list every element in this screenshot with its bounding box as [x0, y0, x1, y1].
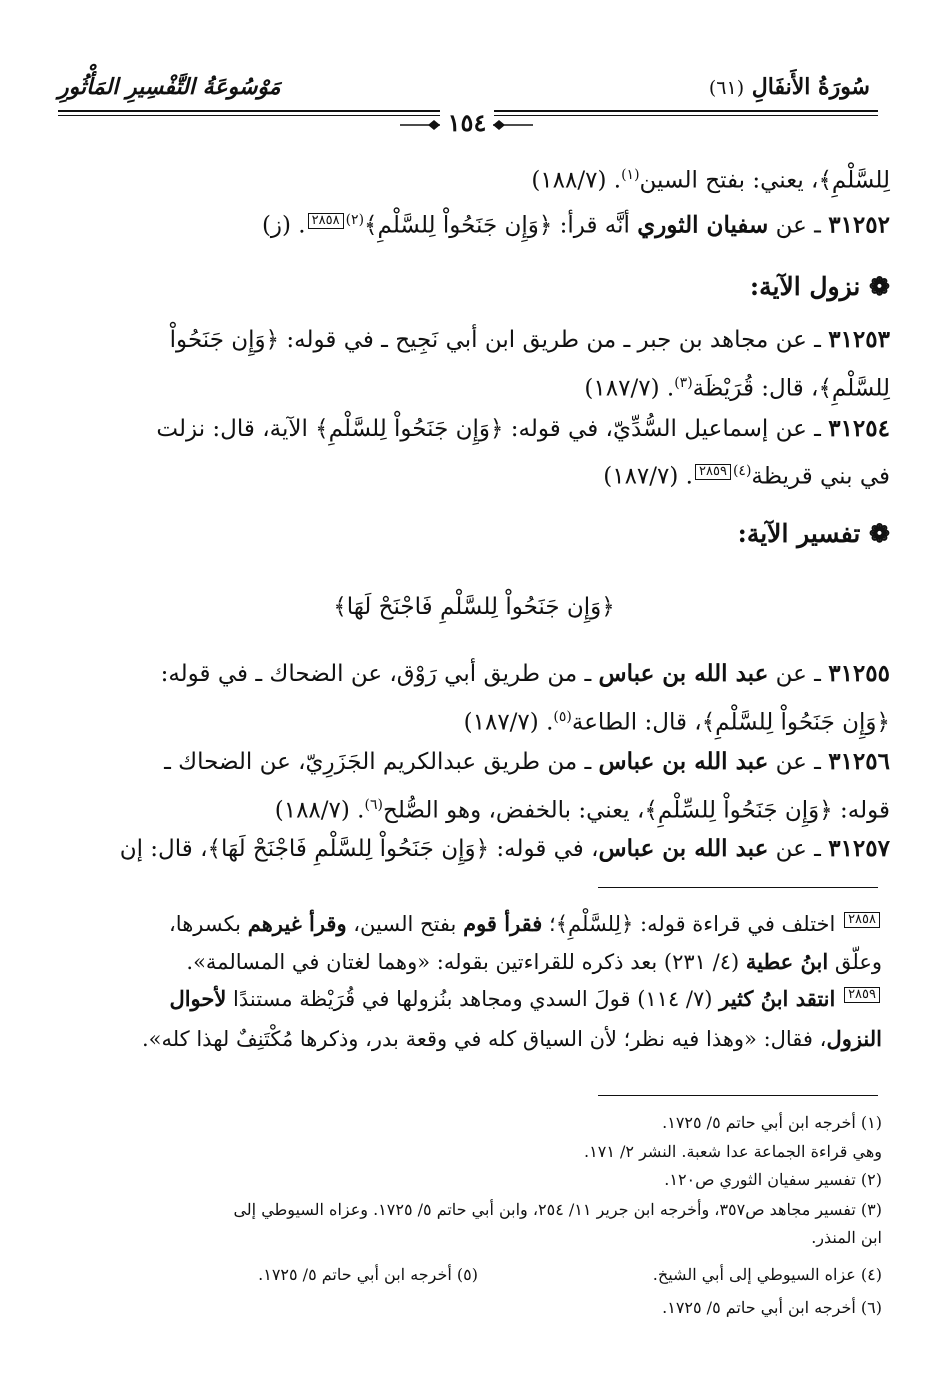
text-segment: لِلسَّلْمِ﴾، قال: قُرَيْظَة [692, 375, 890, 402]
text-segment: ـ عن [768, 749, 829, 775]
text-segment: . (١٨٧/٧) [603, 463, 693, 490]
commentary-ref-box: ٢٨٥٩ [844, 987, 880, 1003]
text-segment: ـ من طريق أبي رَوْق، عن الضحاك ـ في قوله: [160, 661, 599, 687]
footnote-ref: (٣) [674, 375, 693, 391]
narration-number: ٣١٢٥٢ [828, 211, 890, 239]
text-segment: لِلسَّلْمِ﴾، يعني: بفتح السين [639, 167, 890, 194]
text-segment: . (١٨٨/٧) [531, 167, 622, 194]
footnote-ref: (١) [621, 167, 640, 183]
text-segment: ، فقال: «وهذا فيه نظر؛ لأن السياق كله في وقعة بدر، وذكرها مُكْتَنِفٌ لهذا كله». [141, 1027, 827, 1051]
commentary-2859 [58, 983, 882, 1015]
narrator-name: عبد الله بن عباس [598, 835, 769, 862]
footnote-4-text: (٤) عزاه السيوطي إلى أبي الشيخ. [652, 1265, 882, 1284]
text-line [58, 1023, 882, 1055]
commentary-2858 [58, 908, 882, 940]
text-segment: ـ من طريق عبدالكريم الجَزَرِيّ، عن الضحاك ـ [164, 749, 599, 775]
narration-31252 [58, 203, 890, 243]
narration-number: ٣١٢٥٧ [828, 835, 890, 862]
text-line [58, 946, 882, 978]
text-segment: انتقد ابنُ كثير [719, 986, 836, 1011]
text-segment: . (١٨٧/٧) [463, 709, 554, 736]
verse-number: (٦١) [708, 77, 745, 99]
footnote-ref: (٤) [732, 463, 752, 479]
text-segment: ـ عن [768, 212, 829, 239]
footnote-ref: (٢) [345, 212, 365, 228]
text-segment [835, 987, 842, 1011]
text-segment: ـ عن [768, 661, 829, 687]
text-line [58, 454, 890, 494]
text-segment: . (١٨٨/٧) [274, 797, 365, 824]
text-segment: . (ز) [261, 212, 306, 239]
text-line [58, 788, 890, 828]
footnote-5: (٥) أخرجه ابن أبي حاتم ٥/ ١٧٢٥. [258, 1265, 478, 1284]
text-line [58, 366, 890, 406]
book-title: مَوْسُوعَةُ التَّفْسِيرِ المَأْثُورِ [58, 74, 281, 100]
footnote-3: (٣) تفسير مجاهد ص٣٥٧، وأخرجه ابن جرير ١١/ ٢٥٤، وابن أبي حاتم ٥/ ١٧٢٥. وعزاه السيوطي إلى [233, 1200, 882, 1219]
ornament-icon [493, 117, 533, 133]
text-segment: وعلّق [828, 950, 882, 974]
commentary-ref-box: ٢٨٥٩ [695, 464, 731, 480]
narration-31257 [58, 832, 890, 866]
footnote-1: (١) أخرجه ابن أبي حاتم ٥/ ١٧٢٥. [662, 1113, 882, 1132]
text-segment: ـ عن [768, 836, 829, 862]
footnote-ref: (٦) [364, 797, 383, 813]
narrator-name: سفيان الثوري [637, 211, 769, 239]
text-segment: في بني قريظة [751, 463, 890, 490]
commentary-ref-box: ٢٨٥٨ [308, 213, 344, 229]
footnote-divider [598, 1095, 878, 1096]
ornament-icon [400, 117, 440, 133]
text-segment: ـ عن مجاهد بن جبر ـ من طريق ابن أبي نَجِيح ـ في قوله: ﴿وَإِن جَنَحُواْ [169, 327, 829, 353]
text-segment: ، في قوله: ﴿وَإِن جَنَحُواْ لِلسَّلْمِ فَاجْنَحْ لَهَا﴾، قال: إن [119, 836, 599, 862]
commentary-divider [598, 887, 878, 888]
narration-31253 [58, 323, 890, 357]
text-line [58, 700, 890, 740]
text-segment: فقرأ قوم [463, 911, 543, 936]
text-segment: ابنُ عطية [745, 949, 829, 974]
text-segment: . (١٨٧/٧) [584, 375, 675, 402]
section-heading: ❁ نزول الآية: [749, 272, 890, 301]
text-segment: بفتح السين، [346, 912, 464, 936]
ayah-text: ﴿وَإِن جَنَحُواْ لِلسَّلْمِ فَاجْنَحْ لَهَا﴾ [333, 594, 615, 620]
text-segment: أنَّه قرأ: ﴿وَإِن جَنَحُواْ لِلسَّلْمِ﴾ [364, 212, 638, 239]
commentary-ref-box: ٢٨٥٨ [844, 912, 880, 928]
narration-number: ٣١٢٥٤ [828, 415, 890, 442]
narration-number: ٣١٢٥٥ [828, 660, 890, 687]
text-segment: (٤/ ٢٣١) بعد ذكره للقراءتين بقوله: «وهما لغتان في المسالمة». [186, 950, 746, 974]
text-segment: اختلف في قراءة قوله: ﴿لِلسَّلْمِ﴾؛ [542, 912, 843, 936]
narration-number: ٣١٢٥٣ [828, 326, 890, 353]
narration-31256 [58, 745, 890, 779]
surah-heading [640, 74, 870, 100]
text-segment: ـ عن إسماعيل السُّدِّيّ، في قوله: ﴿وَإِن جَنَحُواْ لِلسَّلْمِ﴾ الآية، قال: نزلت [156, 416, 829, 442]
footnote-6: (٦) أخرجه ابن أبي حاتم ٥/ ١٧٢٥. [662, 1298, 882, 1317]
footnote-3-cont: ابن المنذر. [811, 1228, 882, 1247]
text-segment: النزول [826, 1026, 882, 1051]
text-segment: قوله: ﴿وَإِن جَنَحُواْ لِلسِّلْمِ﴾، يعني: بالخفض، وهو الصُّلح [382, 797, 890, 824]
text-line [58, 158, 890, 198]
footnote-1-cont: وهي قراءة الجماعة عدا شعبة. النشر ٢/ ١٧١. [584, 1142, 882, 1161]
text-segment: لأحوال [169, 986, 227, 1011]
narrator-name: عبد الله بن عباس [598, 748, 769, 775]
text-segment: (٧/ ١١٤) قولَ السدي ومجاهد بنُزولها في قُرَيْظة مستندًا [226, 987, 720, 1011]
section-heading: ❁ تفسير الآية: [737, 519, 890, 548]
narration-31255 [58, 657, 890, 691]
surah-name: سُورَةُ الأَنفَالِ [751, 74, 870, 100]
footnote-2: (٢) تفسير سفيان الثوري ص١٢٠. [664, 1170, 882, 1189]
footnote-ref: (٥) [553, 709, 572, 725]
narrator-name: عبد الله بن عباس [598, 660, 769, 687]
narration-number: ٣١٢٥٦ [828, 748, 890, 775]
narration-31254 [58, 412, 890, 446]
text-segment: وقرأ غيرهم [247, 911, 347, 936]
page-number: ١٥٤ [440, 108, 494, 137]
text-segment: بكسرها، [169, 912, 248, 936]
text-segment: ﴿وَإِن جَنَحُواْ لِلسَّلْمِ﴾، قال: الطاعة [571, 709, 890, 736]
